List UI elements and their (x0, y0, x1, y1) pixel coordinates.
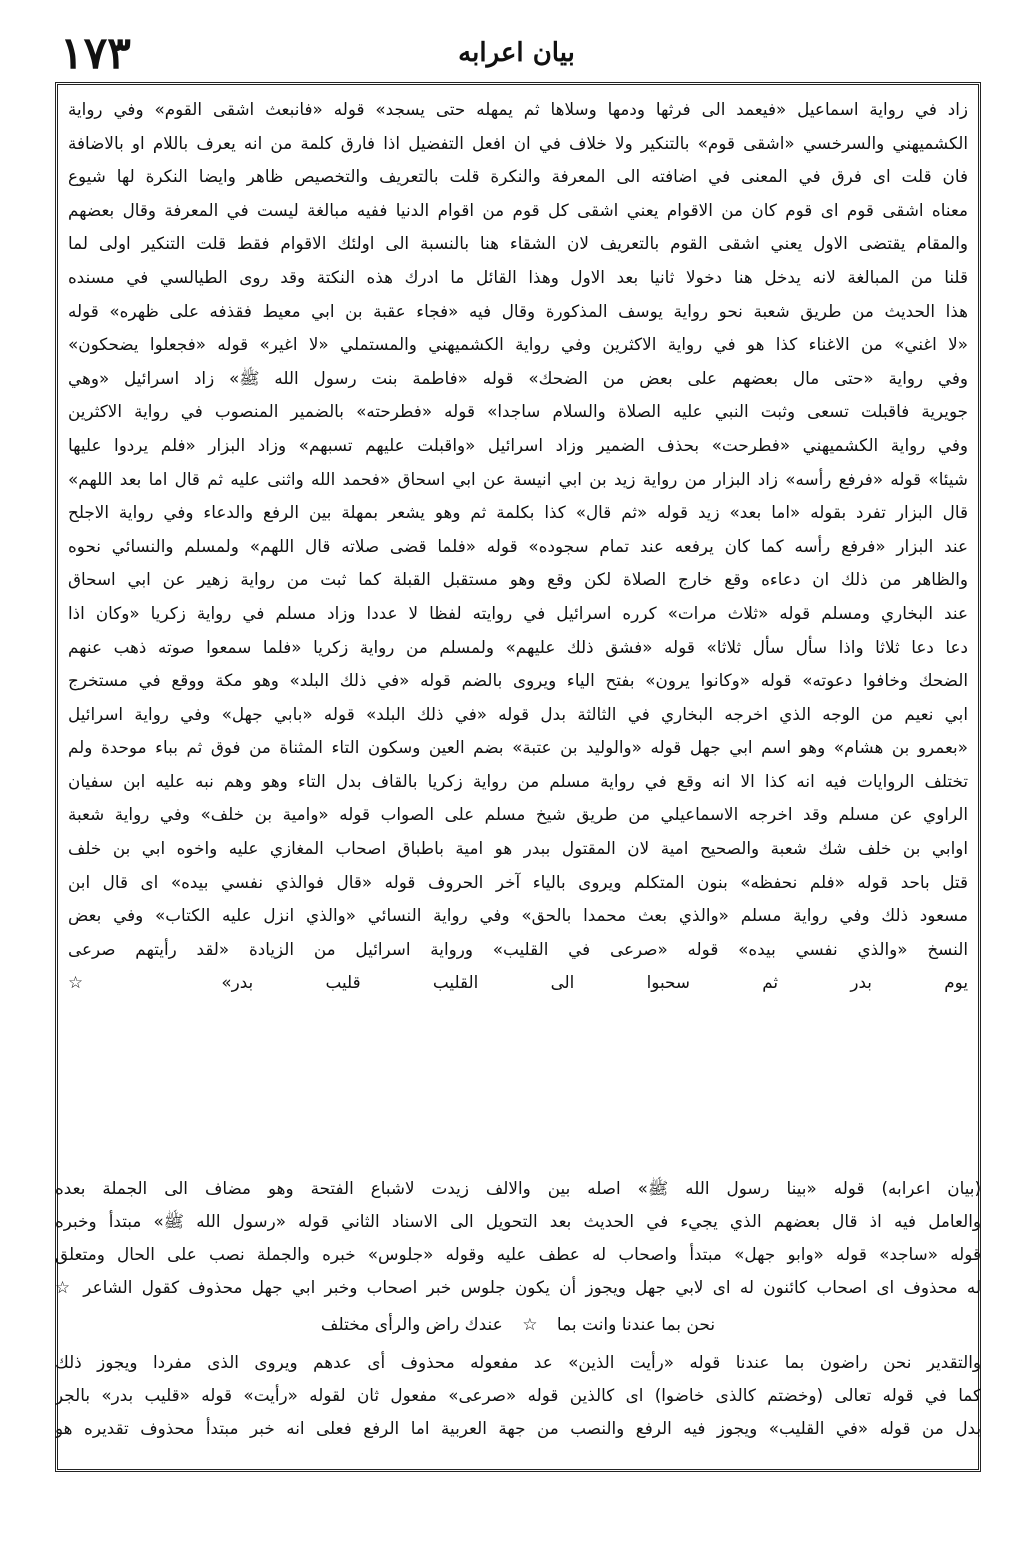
commentary-line: اوابي بن خلف شك شعبة والصحيح امية لان المقتول ببدر هو امية باطباق اصحاب المغازي عليه واخوه ابي بن خلف (68, 838, 968, 859)
poem-hemistich-left: عندك راض والرأى مختلف (320, 1315, 503, 1335)
page-number: ١٧٣ (60, 28, 131, 79)
commentary-line: دعا دعا ثلاثا واذا سأل سأل ثلاثا» قوله «فشق ذلك عليهم» ولمسلم من رواية زكريا «فلما سمعوا صوته ذهب عنهم (68, 636, 968, 657)
commentary-line: قلنا من المبالغة لانه يدخل هنا دخولا ثانيا بعد الاول وهذا القائل ما ادرك هذه النكتة وقد روى الطيالسي في مسنده (68, 266, 968, 287)
star-icon: ☆ (522, 1315, 538, 1335)
commentary-line: الراوي عن مسلم وقد اخرجه الاسماعيلي من طريق شيخ مسلم على الصواب قوله «وامية بن خلف» وفي رواية شعبة (68, 804, 968, 825)
page-header (60, 22, 973, 82)
commentary-line: قتل باحد قوله «فلم نحفظه» بنون المتكلم ويروى بالياء آخر الحروف قوله «قال فوالذي نفسي بيده» اى قال ابن (68, 871, 968, 892)
irab-line: بدل من قوله «في القليب» ويجوز فيه الرفع والنصب من جهة العربية اما الرفع فعلى انه خبر مبتدأ محذوف تقديره هو (55, 1418, 981, 1438)
commentary-body (68, 93, 968, 1000)
commentary-line: والظاهر من ذلك ان دعاءه وقع خارج الصلاة لكن وقع وهو مستقبل القبلة كما ثبت من رواية زهير عن ابي اسحاق (68, 569, 968, 590)
commentary-line: شيئا» قوله «فرفع رأسه» زاد البزار من رواية زيد بن ابي انيسة عن ابي اسحاق «فحمد الله واثنى عليه ثم قال اما بعد اللهم» (68, 468, 968, 489)
irab-line: والتقدير نحن راضون بما عندنا قوله «رأيت الذين» عد مفعوله محذوف أى عدهم ويروى الذى مفردا ويجوز ذلك (55, 1352, 981, 1372)
running-title: بیان اعرابه (458, 38, 575, 68)
irab-line: والعامل فيه اذ قال بعضهم الذي يجيء في الحديث بعد التحويل الى الاسناد الثاني قوله «رسول الله ﷺ» مبتدأ وخبره (55, 1211, 981, 1231)
commentary-line: هذا الحديث من طريق شعبة نحو رواية يوسف المذكورة وقال فيه «فجاء عقبة بن ابي معيط فقذفه على ظهره» قوله (68, 300, 968, 321)
commentary-line: يوم بدر ثم سحبوا الى القليب قليب بدر» ☆ (68, 972, 968, 993)
poem-hemistich-right: نحن بما عندنا وانت بما (556, 1315, 716, 1335)
commentary-line: الضحك وخافوا دعوته» قوله «وكانوا يرون» بفتح الياء ويروى بالضم قوله «في ذلك البلد» وهو مكة ووقع في مستخرج (68, 670, 968, 691)
commentary-line: الكشميهني والسرخسي «اشقى قوم» بالتنكير ولا خلاف في ان افعل التفضيل اذا فارق كلمة من انه يعرف باللام او بالاضافة (68, 132, 968, 153)
commentary-line: قال البزار تفرد بقوله «اما بعد» زيد قوله «ثم قال» كذا بكلمة ثم وهو يشعر بمهلة بين الرفع والدعاء وفي رواية الاجلح (68, 502, 968, 523)
commentary-line: والمقام يقتضى الاول يعني اشقى القوم بالتعريف لان الشقاء هنا بالنسبة الى اولئك الاقوام فقط قلت التنكير اولى لما (68, 233, 968, 254)
commentary-line: «لا اغني» من الاغناء كذا هو في رواية الاكثرين وفي رواية الكشميهني والمستملي «لا اغير» قوله «فجعلوا يضحكون» (68, 334, 968, 355)
commentary-line: فان قلت اى فرق في المعنى في اضافته الى المعرفة والنكرة قلت بالتعريف والتخصيص ظاهر وايضا النكرة لها شيوع (68, 166, 968, 187)
commentary-line: جويرية فاقبلت تسعى وثبت النبي عليه الصلاة والسلام ساجدا» قوله «فطرحته» بالضمير المنصوب في رواية الاكثرين (68, 401, 968, 422)
irab-line: قوله «ساجد» قوله «وابو جهل» مبتدأ واصحاب له عطف عليه وقوله «جلوس» خبره والجملة نصب على الحال ومتعلق (55, 1244, 981, 1264)
commentary-line: عند البزار «فرفع رأسه كما كان يرفعه عند تمام سجوده» قوله «فلما قضى صلاته قال اللهم» ولمسلم والنسائي نحوه (68, 535, 968, 556)
commentary-line: وفي رواية الكشميهني «فطرحت» بحذف الضمير وزاد اسرائيل «واقبلت عليهم تسبهم» وزاد البزار «فلم يردوا عليها (68, 434, 968, 455)
commentary-line: زاد في رواية اسماعيل «فيعمد الى فرثها ودمها وسلاها ثم يمهله حتى يسجد» قوله «فانبعث اشقى القوم» وفي رواية (68, 99, 968, 119)
commentary-line: «بعمرو بن هشام» وهو اسم ابي جهل قوله «والوليد بن عتبة» بضم العين وسكون التاء المثناة من فوق ثم بباء موحدة ولم (68, 737, 968, 758)
commentary-line: النسخ «والذي نفسي بيده» قوله «صرعى في القليب» ورواية اسرائيل من الزيادة «لقد رأيتهم صرعى (68, 938, 968, 959)
irab-line: له محذوف اى اصحاب كائنون له اى لابي جهل ويجوز أن يكون جلوس خبر اصحاب وخبر ابي جهل محذوف كقول الشاعر ☆ (55, 1277, 981, 1297)
poem-verse (55, 1306, 981, 1344)
commentary-line: معناه اشقى قوم اى قوم كان من الاقوام يعني اشقى كل قوم من اقوام الدنيا ففيه مبالغة ليست في المعرفة وقال بعضهم (68, 199, 968, 220)
commentary-line: ابي نعيم من الوجه الذي اخرجه البخاري في الثالثة بدل قوله «في ذلك البلد» قوله «بابي جهل» وفي رواية اسرائيل (68, 703, 968, 724)
commentary-line: وفي رواية «حتى مال بعضهم على بعض من الضحك» قوله «فاطمة بنت رسول الله ﷺ» زاد اسرائيل «وهي (68, 367, 968, 388)
irab-line: كما في قوله تعالى (وخضتم كالذى خاضوا) اى كالذين قوله «صرعى» مفعول ثان لقوله «رأيت» قوله «قليب بدر» بالجر (55, 1385, 981, 1405)
irab-line: (بيان اعرابه) قوله «بينا رسول الله ﷺ» اصله بين والالف زيدت لاشباع الفتحة وهو مضاف الى الجملة بعده (55, 1178, 981, 1198)
irab-paragraph (55, 1172, 981, 1304)
commentary-line: مسعود ذلك وفي رواية مسلم «والذي بعث محمدا بالحق» وفي رواية النسائي «والذي انزل عليه الكتاب» وفي بعض (68, 905, 968, 926)
irab-continuation (55, 1346, 981, 1445)
commentary-line: عند البخاري ومسلم قوله «ثلاث مرات» كرره اسرائيل في روايته لفظا لا عددا وزاد مسلم في رواية زكريا «وكان اذا (68, 602, 968, 623)
commentary-line: تختلف الروايات فيه انه كذا الا انه وقع في رواية مسلم من رواية زكريا بالقاف بدل التاء وهو وهم نبه عليه ابن سفيان (68, 770, 968, 791)
irab-section (55, 1172, 981, 1445)
